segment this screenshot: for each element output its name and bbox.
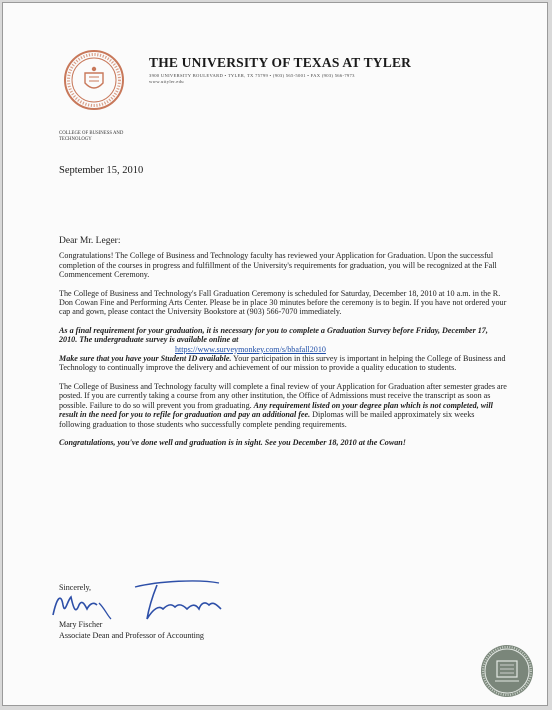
participation-text: Your participation in this survey is important in helping the College of Business and Technology to continually improve the delivery and achievement of our mission to provide a quality education to students.	[59, 354, 506, 373]
address-line: 3900 UNIVERSITY BOULEVARD • TYLER, TX 75799 • (903) 565-5001 • FAX (903) 566-7973	[149, 73, 355, 78]
diploma-text: Diplomas will be mailed approximately six weeks following graduation to those students who successfully complete pending requirements.	[59, 410, 475, 429]
paragraph-student-id	[59, 354, 507, 373]
sign-off: Sincerely,	[59, 583, 92, 592]
final-review-text: The College of Business and Technology faculty will complete a final review of your Application for Graduation after semester grades are posted. If you are currently taking a course from any other institution, the Office of Admissions must receive the transcript as soon as possible. Failure to do so will prevent you from graduating.	[59, 381, 507, 410]
survey-requirement: As a final requirement for your graduation, it is necessary for you to complete a Graduation Survey before Friday, December 17, 2010. The undergraduate survey is available online at	[59, 325, 488, 345]
paragraph-congratulations: Congratulations! The College of Business and Technology faculty has reviewed your Application for Graduation. Upon the successful completion of the courses in progress and fulfillment of the University's requirements for graduation, you will be recognized at the Fall Commencement Ceremony.	[59, 251, 497, 280]
student-id-note: Make sure that you have your Student ID available.	[59, 354, 232, 364]
paragraph-ceremony: The College of Business and Technology's Fall Graduation Ceremony is scheduled for Saturday, December 18, 2010 at 10 a.m. in the R. Don Cowan Fine and Performing Arts Center. Please be in place 30 minutes before the ceremony is to begin. If you have not ordered your cap and gown, please contact the University Bookstore at (903) 566-7070 immediately.	[59, 288, 507, 317]
closing-line: Congratulations, you've done well and graduation is in sight. See you December 18, 2010 at the Cowan!	[59, 437, 406, 447]
paragraph-survey	[59, 326, 507, 354]
university-seal-icon	[63, 49, 125, 111]
letter-body	[59, 237, 507, 447]
university-name: THE UNIVERSITY OF TEXAS AT TYLER	[149, 55, 412, 70]
document-frame	[2, 2, 548, 706]
official-stamp-icon	[479, 643, 535, 699]
college-name: COLLEGE OF BUSINESS AND TECHNOLOGY	[59, 131, 124, 142]
paragraph-final-review	[59, 382, 507, 429]
signer-title: Associate Dean and Professor of Accounting	[59, 631, 204, 640]
university-address	[149, 73, 449, 85]
salutation: Dear Mr. Leger:	[59, 236, 121, 246]
letter-date: September 15, 2010	[59, 165, 144, 176]
survey-link[interactable]: https://www.surveymonkey.com/s/bbafall2010	[175, 344, 326, 354]
website-line: www.uttyler.edu	[149, 79, 184, 84]
refile-warning: Any requirement listed on your degree plan which is not completed, will result in the need for you to refile for graduation and pay an additional fee.	[59, 400, 493, 420]
letter-page	[3, 3, 549, 707]
signer-name: Mary Fischer	[59, 620, 103, 629]
